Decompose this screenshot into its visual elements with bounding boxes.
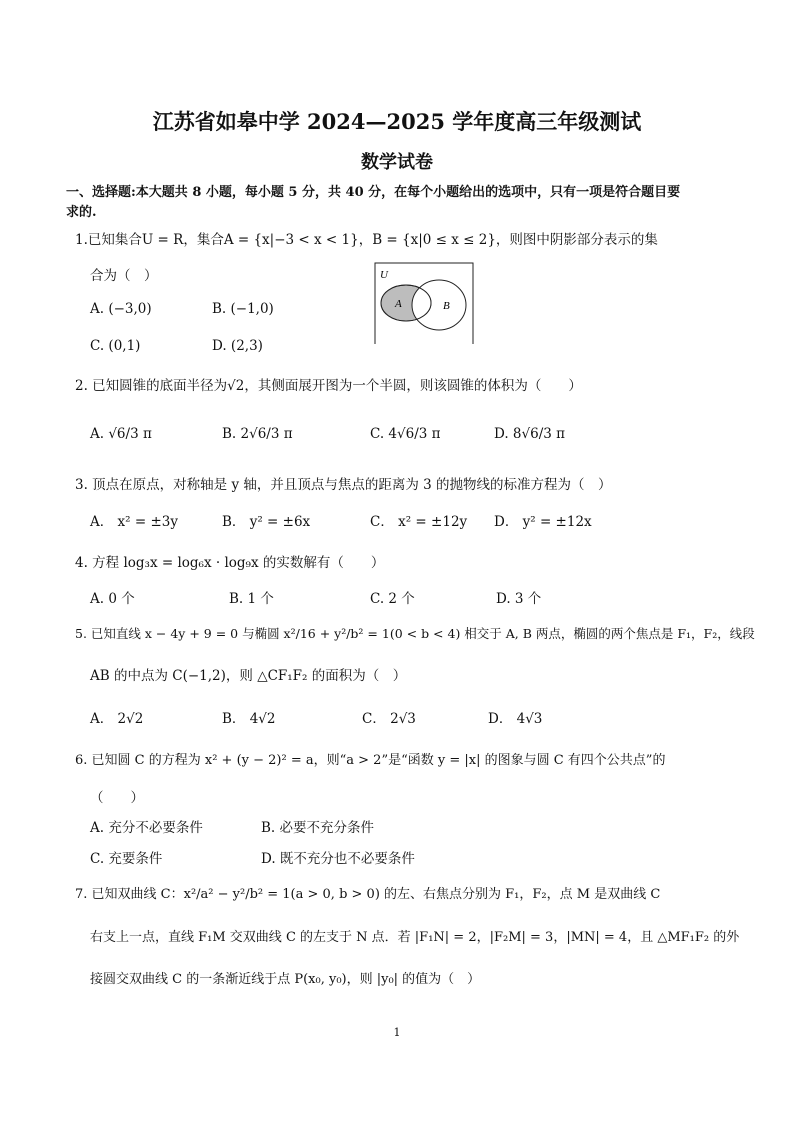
question-3-option-c: C． x² = ±12y [370, 514, 468, 530]
question-2-option-d: D. 8√6/3 π [494, 426, 566, 442]
question-6-stem-line1: 6. 已知圆 C 的方程为 x² + (y − 2)² = a，则“a > 2”是“函数 y = |x| 的图象与圆 C 有四个公共点”的 [75, 753, 666, 768]
question-3-option-a: A． x² = ±3y [90, 514, 178, 530]
venn-diagram [374, 262, 474, 344]
question-2-option-c: C. 4√6/3 π [370, 426, 441, 442]
question-5-option-c: C． 2√3 [362, 711, 416, 727]
question-1-option-b: B. (−1,0) [212, 301, 274, 317]
question-6-stem-line2: （ ） [90, 790, 144, 806]
question-6-option-a: A. 充分不必要条件 [90, 820, 203, 836]
question-5-stem-line1: 5. 已知直线 x − 4y + 9 = 0 与椭圆 x²/16 + y²/b² = 1(0 < b < 4) 相交于 A, B 两点，椭圆的两个焦点是 F₁，F₂，线段 [75, 626, 755, 641]
question-4-option-a: A. 0 个 [90, 591, 135, 607]
question-5-option-d: D． 4√3 [488, 711, 543, 727]
exam-title: 江苏省如皋中学 2024—2025 学年度高三年级测试 [152, 109, 642, 134]
question-1-option-d: D. (2,3) [212, 338, 263, 354]
section-heading-line1: 一、选择题:本大题共 8 小题，每小题 5 分，共 40 分，在每个小题给出的选项中，只有一项是符合题目要 [66, 185, 681, 200]
question-2-option-a: A. √6/3 π [90, 426, 152, 442]
question-3-option-d: D． y² = ±12x [494, 514, 592, 530]
question-5-option-a: A． 2√2 [90, 711, 144, 727]
question-3-option-b: B． y² = ±6x [222, 514, 311, 530]
exam-subtitle: 数学试卷 [361, 152, 433, 173]
question-7-stem-line2: 右支上一点，直线 F₁M 交双曲线 C 的左支于 N 点．若 |F₁N| = 2，|F₂M| = 3，|MN| = 4，且 △MF₁F₂ 的外 [90, 930, 740, 945]
question-7-stem-line1: 7. 已知双曲线 C：x²/a² − y²/b² = 1(a > 0, b > 0) 的左、右焦点分别为 F₁，F₂，点 M 是双曲线 C [75, 887, 661, 902]
question-1-option-a: A. (−3,0) [90, 301, 152, 317]
section-heading-line2: 求的. [66, 205, 97, 220]
question-5-stem-line2: AB 的中点为 C(−1,2)，则 △CF₁F₂ 的面积为（ ） [90, 668, 407, 684]
question-5-option-b: B． 4√2 [222, 711, 276, 727]
question-4-stem: 4. 方程 log₃x = log₆x · log₉x 的实数解有（ ） [75, 555, 385, 571]
question-4-option-d: D. 3 个 [496, 591, 542, 607]
question-7-stem-line3: 接圆交双曲线 C 的一条渐近线于点 P(x₀, y₀)，则 |y₀| 的值为（ ） [90, 972, 481, 987]
venn-label-b: B [443, 300, 450, 312]
question-2-option-b: B. 2√6/3 π [222, 426, 293, 442]
question-2-stem: 2. 已知圆锥的底面半径为√2，其侧面展开图为一个半圆，则该圆锥的体积为（ ） [75, 378, 582, 394]
question-6-option-c: C. 充要条件 [90, 851, 163, 867]
question-6-option-d: D. 既不充分也不必要条件 [261, 851, 415, 867]
venn-label-a: A [395, 298, 402, 310]
question-1-stem-line2: 合为（ ） [90, 268, 158, 284]
question-1-stem-line1: 1.已知集合U = R，集合A = {x|−3 < x < 1}，B = {x|0 ≤ x ≤ 2}，则图中阴影部分表示的集 [75, 232, 658, 248]
page-number: 1 [393, 1026, 401, 1039]
question-3-stem: 3. 顶点在原点，对称轴是 y 轴，并且顶点与焦点的距离为 3 的抛物线的标准方程为（ ） [75, 477, 612, 493]
question-6-option-b: B. 必要不充分条件 [261, 820, 375, 836]
question-1-option-c: C. (0,1) [90, 338, 141, 354]
venn-label-u: U [380, 269, 388, 281]
question-4-option-c: C. 2 个 [370, 591, 415, 607]
question-4-option-b: B. 1 个 [229, 591, 274, 607]
